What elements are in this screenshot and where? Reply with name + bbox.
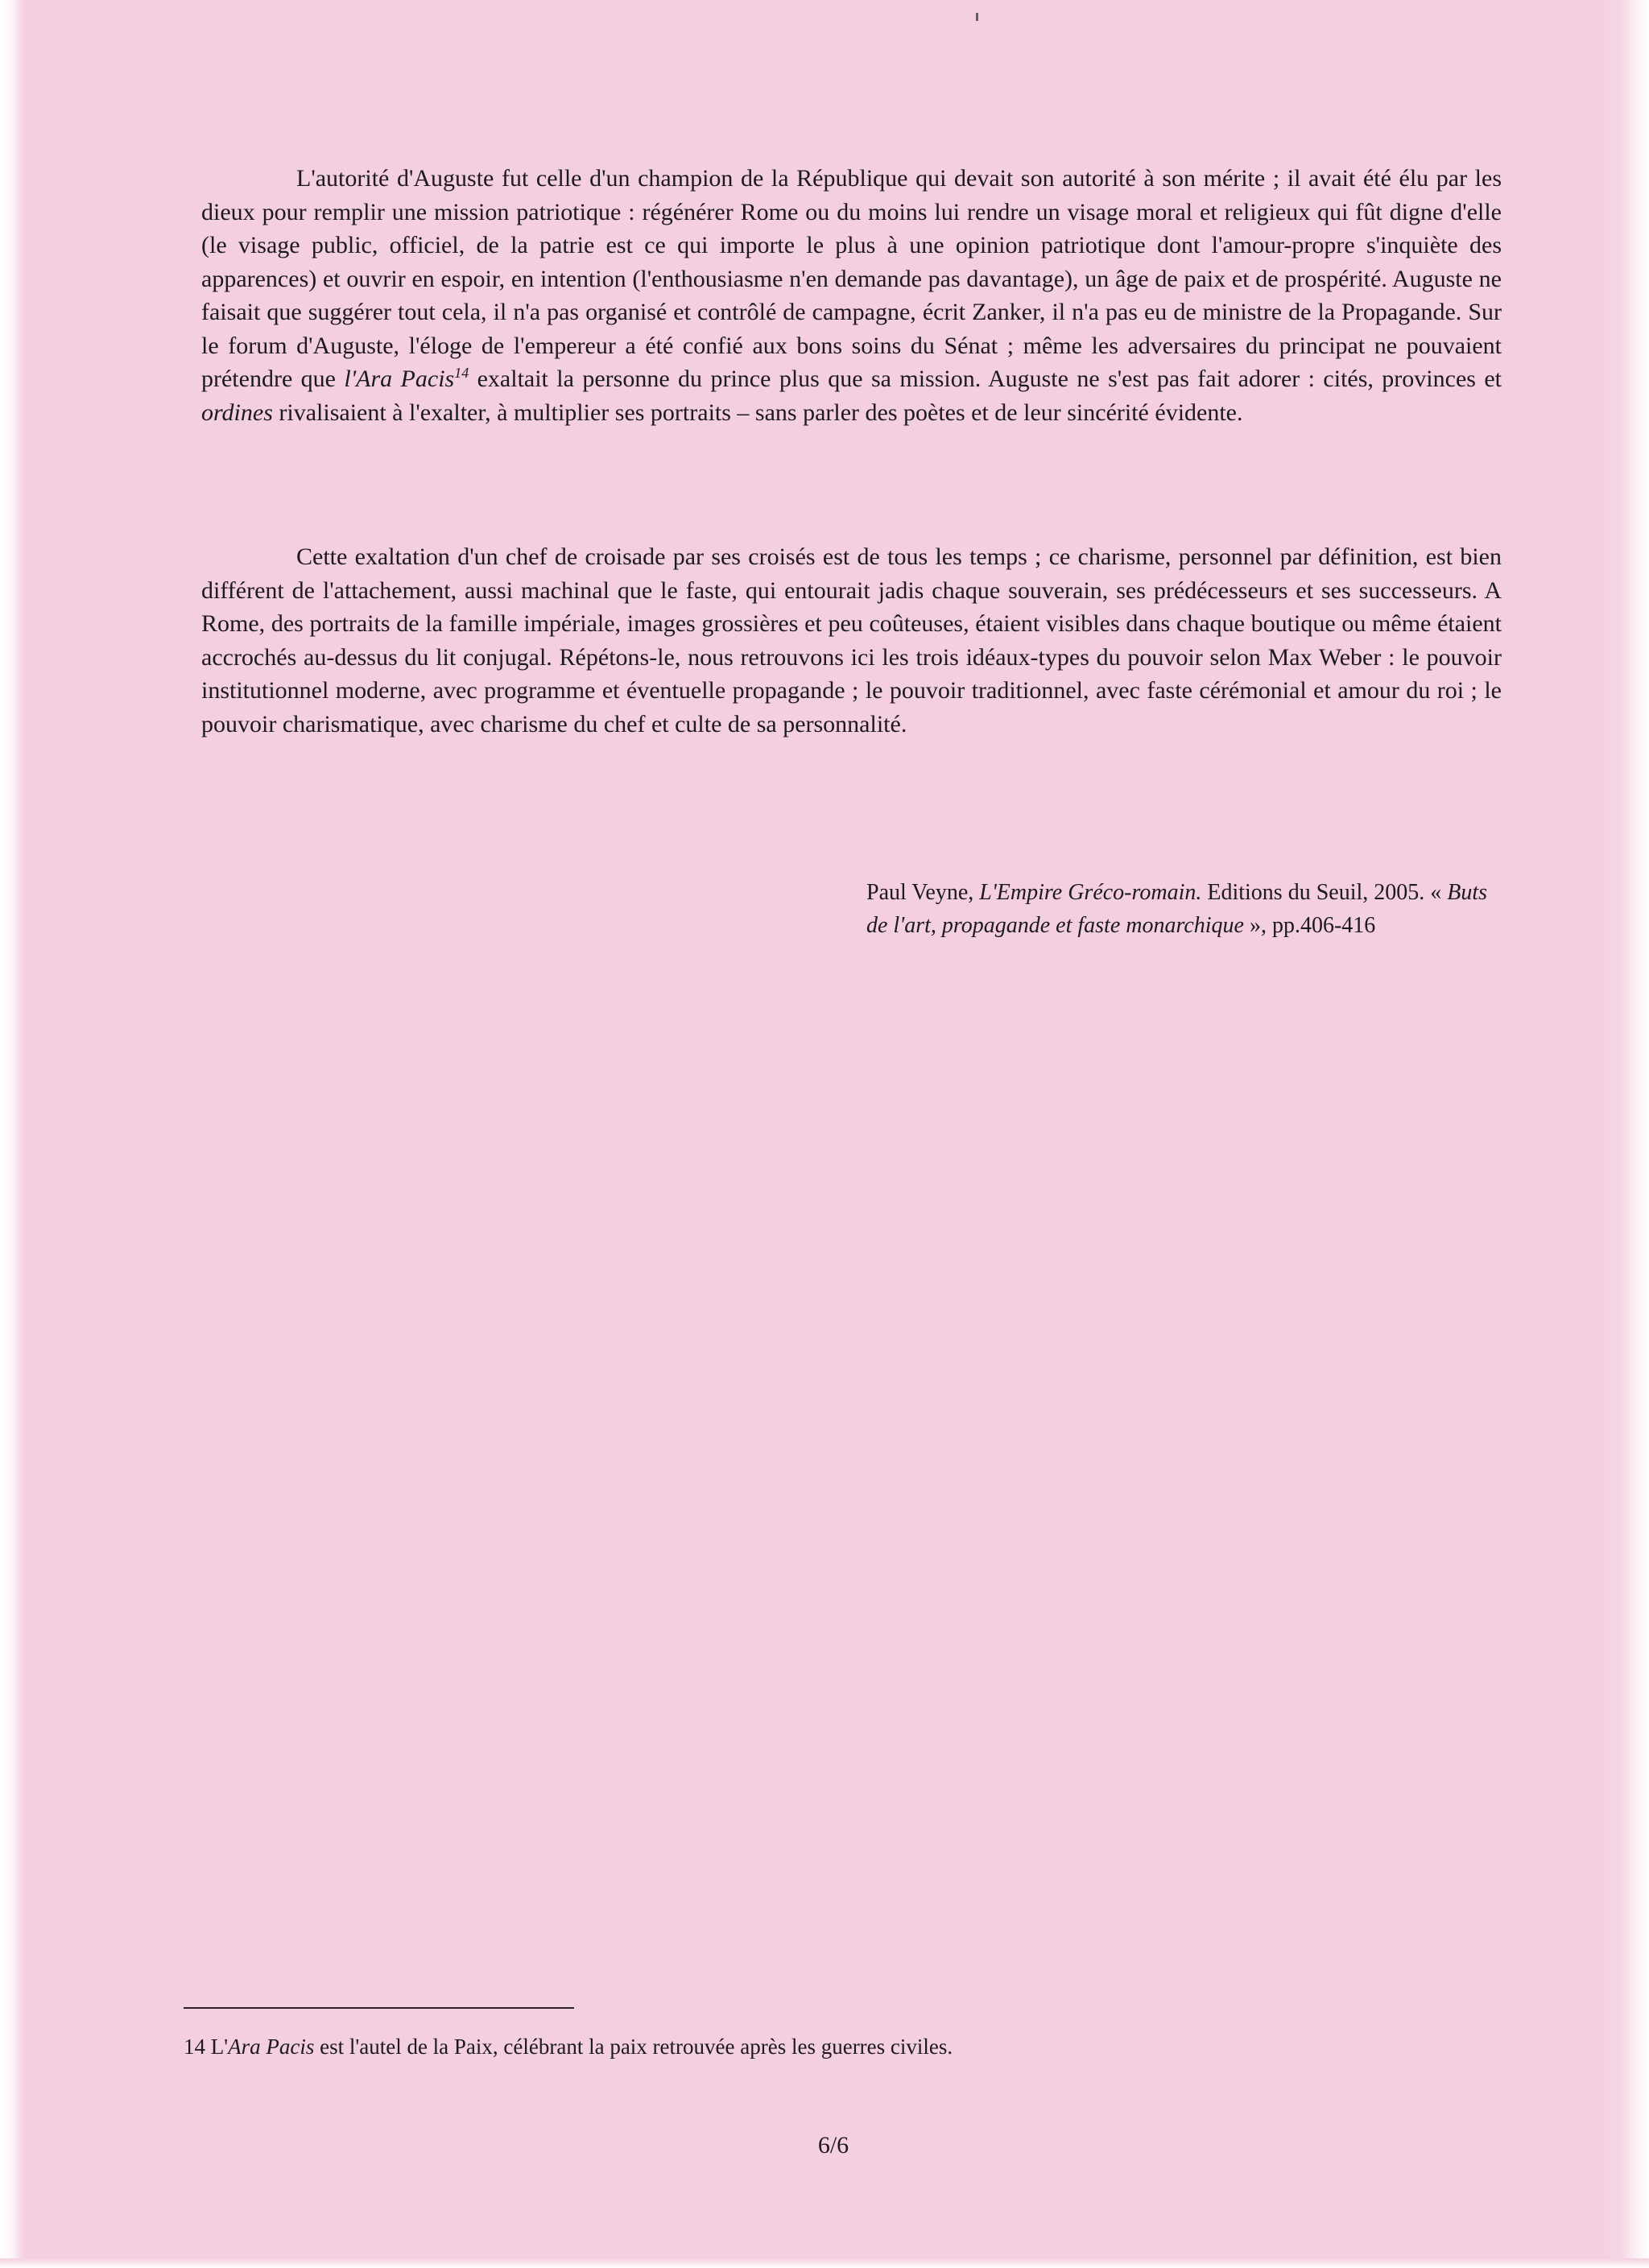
citation-publisher: Editions du Seuil, 2005. « <box>1201 880 1448 905</box>
footnote-prefix: L' <box>210 2035 229 2059</box>
italic-term-ara-pacis: l'Ara Pacis <box>344 366 455 392</box>
citation-book-title: L'Empire Gréco-romain. <box>979 880 1202 905</box>
citation-chapter-title: Buts de l'art, propagande et faste monarchique <box>866 880 1488 938</box>
footnote-italic-term: Ara Pacis <box>228 2035 315 2059</box>
page-number: 6/6 <box>817 2132 849 2159</box>
paragraph-augustus-authority <box>201 162 1502 429</box>
footnote-separator <box>184 2007 574 2009</box>
paragraph-text: exaltait la personne du prince plus que sa mission. Auguste ne s'est pas fait adorer : cités, provinces et <box>469 366 1502 392</box>
footnote-number: 14 <box>184 2035 211 2059</box>
footnote <box>184 2032 1391 2061</box>
scan-edge-left <box>0 0 24 2268</box>
footnote-text: est l'autel de la Paix, célébrant la paix retrouvée après les guerres civiles. <box>314 2035 953 2059</box>
scan-edge-bottom <box>0 2258 1649 2268</box>
citation-author: Paul Veyne, <box>866 880 980 905</box>
italic-term-ordines: ordines <box>201 399 273 426</box>
citation <box>866 876 1502 942</box>
scan-edge-right <box>1601 0 1649 2268</box>
paragraph-charisma: Cette exaltation d'un chef de croisade par ses croisés est de tous les temps ; ce charisme, personnel par définition, est bien différent de l'attachement, aussi machinal que le faste, qui entourait jadis chaque souverain, ses prédécesseurs et ses successeurs. A Rome, des portraits de la famille impériale, images grossières et peu coûteuses, étaient visibles dans chaque boutique ou même étaient accrochés au-dessus du lit conjugal. Répétons-le, nous retrouvons ici les trois idéaux-types du pouvoir selon Max Weber : le pouvoir institutionnel moderne, avec programme et éventuelle propagande ; le pouvoir traditionnel, avec faste cérémonial et amour du roi ; le pouvoir charismatique, avec charisme du chef et culte de sa personnalité. <box>201 543 1502 737</box>
scan-mark <box>976 13 978 21</box>
citation-pages: », pp.406-416 <box>1243 913 1376 938</box>
footnote-reference: 14 <box>454 365 469 381</box>
paragraph-text: rivalisaient à l'exalter, à multiplier ses portraits – sans parler des poètes et de leur sincérité évidente. <box>272 399 1243 426</box>
paragraph-text: L'autorité d'Auguste fut celle d'un champion de la République qui devait son autorité à son mérite ; il avait été élu par les dieux pour remplir une mission patriotique : régénérer Rome ou du moins lui rendre un visage moral et religieux qui fût digne d'elle (le visage public, officiel, de la patrie est ce qui importe le plus à une opinion patriotique dont l'amour-propre s'inquiète des apparences) et ouvrir en espoir, en intention (l'enthousiasme n'en demande pas davantage), un âge de paix et de prospérité. Auguste ne faisait que suggérer tout cela, il n'a pas organisé et contrôlé de campagne, écrit Zanker, il n'a pas eu de ministre de la Propagande. Sur le forum d'Auguste, l'éloge de l'empereur a été confié aux bons soins du Sénat ; même les adversaires du principat ne pouvaient prétendre que <box>201 165 1502 392</box>
